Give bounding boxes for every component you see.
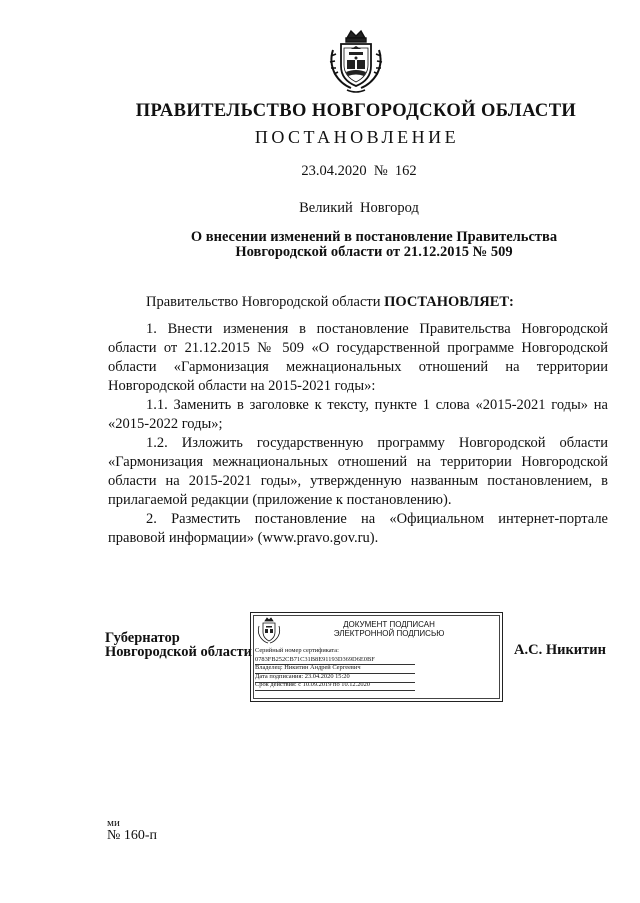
city-name: Великий Новгород (299, 200, 419, 216)
electronic-signature-stamp (250, 612, 503, 702)
document-footer (107, 818, 157, 842)
position-line-2: Новгородской области (105, 644, 252, 660)
certificate-validity: Срок действия: с 10.09.2019 по 10.12.2020 (255, 681, 371, 689)
government-title: ПРАВИТЕЛЬСТВО НОВГОРОДСКОЙ ОБЛАСТИ (135, 101, 577, 121)
stamp-separator (255, 690, 415, 691)
signatory-name: А.С. Никитин (514, 642, 606, 658)
coat-of-arms-icon (327, 28, 385, 94)
lead-resolves: ПОСТАНОВЛЯЕТ: (384, 294, 514, 310)
certificate-label: Серийный номер сертификата: (255, 647, 339, 654)
clause-2: 2. Разместить постановление на «Официальном интернет-портале правовой информации» (www.pravo.gov.ru). (108, 511, 608, 546)
clause-1: 1. Внести изменения в постановление Правительства Новгородской области от 21.12.2015 № 509 «О государственной программе Новгородской области «Гармонизация межнациональных отношений на территории Новгородской области на 2015-2021 годы»: (108, 321, 608, 394)
stamp-heading-line-2: ЭЛЕКТРОННОЙ ПОДПИСЬЮ (333, 629, 445, 638)
stamp-details (255, 647, 375, 690)
executor-initials: ми (107, 817, 120, 829)
certificate-number: 0783FB252CB71C31B8E91193D369D6E0BF (255, 655, 375, 663)
lead-text: Правительство Новгородской области (146, 294, 385, 310)
document-type: ПОСТАНОВЛЕНИЕ (254, 127, 460, 147)
signing-date: Дата подписания: 23.04.2020 15:20 (255, 672, 350, 680)
stamp-separator (255, 673, 415, 674)
stamp-separator (255, 682, 415, 683)
position-line-1: Губернатор (105, 630, 180, 646)
subject-line-2: Новгородской области от 21.12.2015 № 509 (235, 244, 513, 260)
subject-line-1: О внесении изменений в постановление Правительства (190, 229, 558, 245)
stamp-heading-line-1: ДОКУМЕНТ ПОДПИСАН (343, 620, 435, 629)
clause-1-2: 1.2. Изложить государственную программу Новгородской области «Гармонизация межнациональных отношений на территории Новгородской области на 2015-2021 годы», утвержденную названным постановлением, в прилагаемой редакции (приложение к постановлению). (108, 435, 608, 508)
date-and-number: 23.04.2020 № 162 (301, 163, 417, 179)
stamp-coat-of-arms-icon (257, 617, 281, 645)
document-subject (140, 230, 590, 260)
stamp-heading (299, 620, 479, 638)
registry-number: № 160-п (107, 828, 158, 843)
clause-1-1: 1.1. Заменить в заголовке к тексту, пункте 1 слова «2015-2021 годы» на «2015-2022 годы»; (108, 397, 608, 432)
signatory-position (105, 631, 252, 659)
certificate-owner: Владелец: Никитин Андрей Сергеевич (255, 664, 361, 672)
resolution-lead (108, 293, 608, 312)
document-body (108, 293, 608, 548)
stamp-separator (255, 664, 415, 665)
